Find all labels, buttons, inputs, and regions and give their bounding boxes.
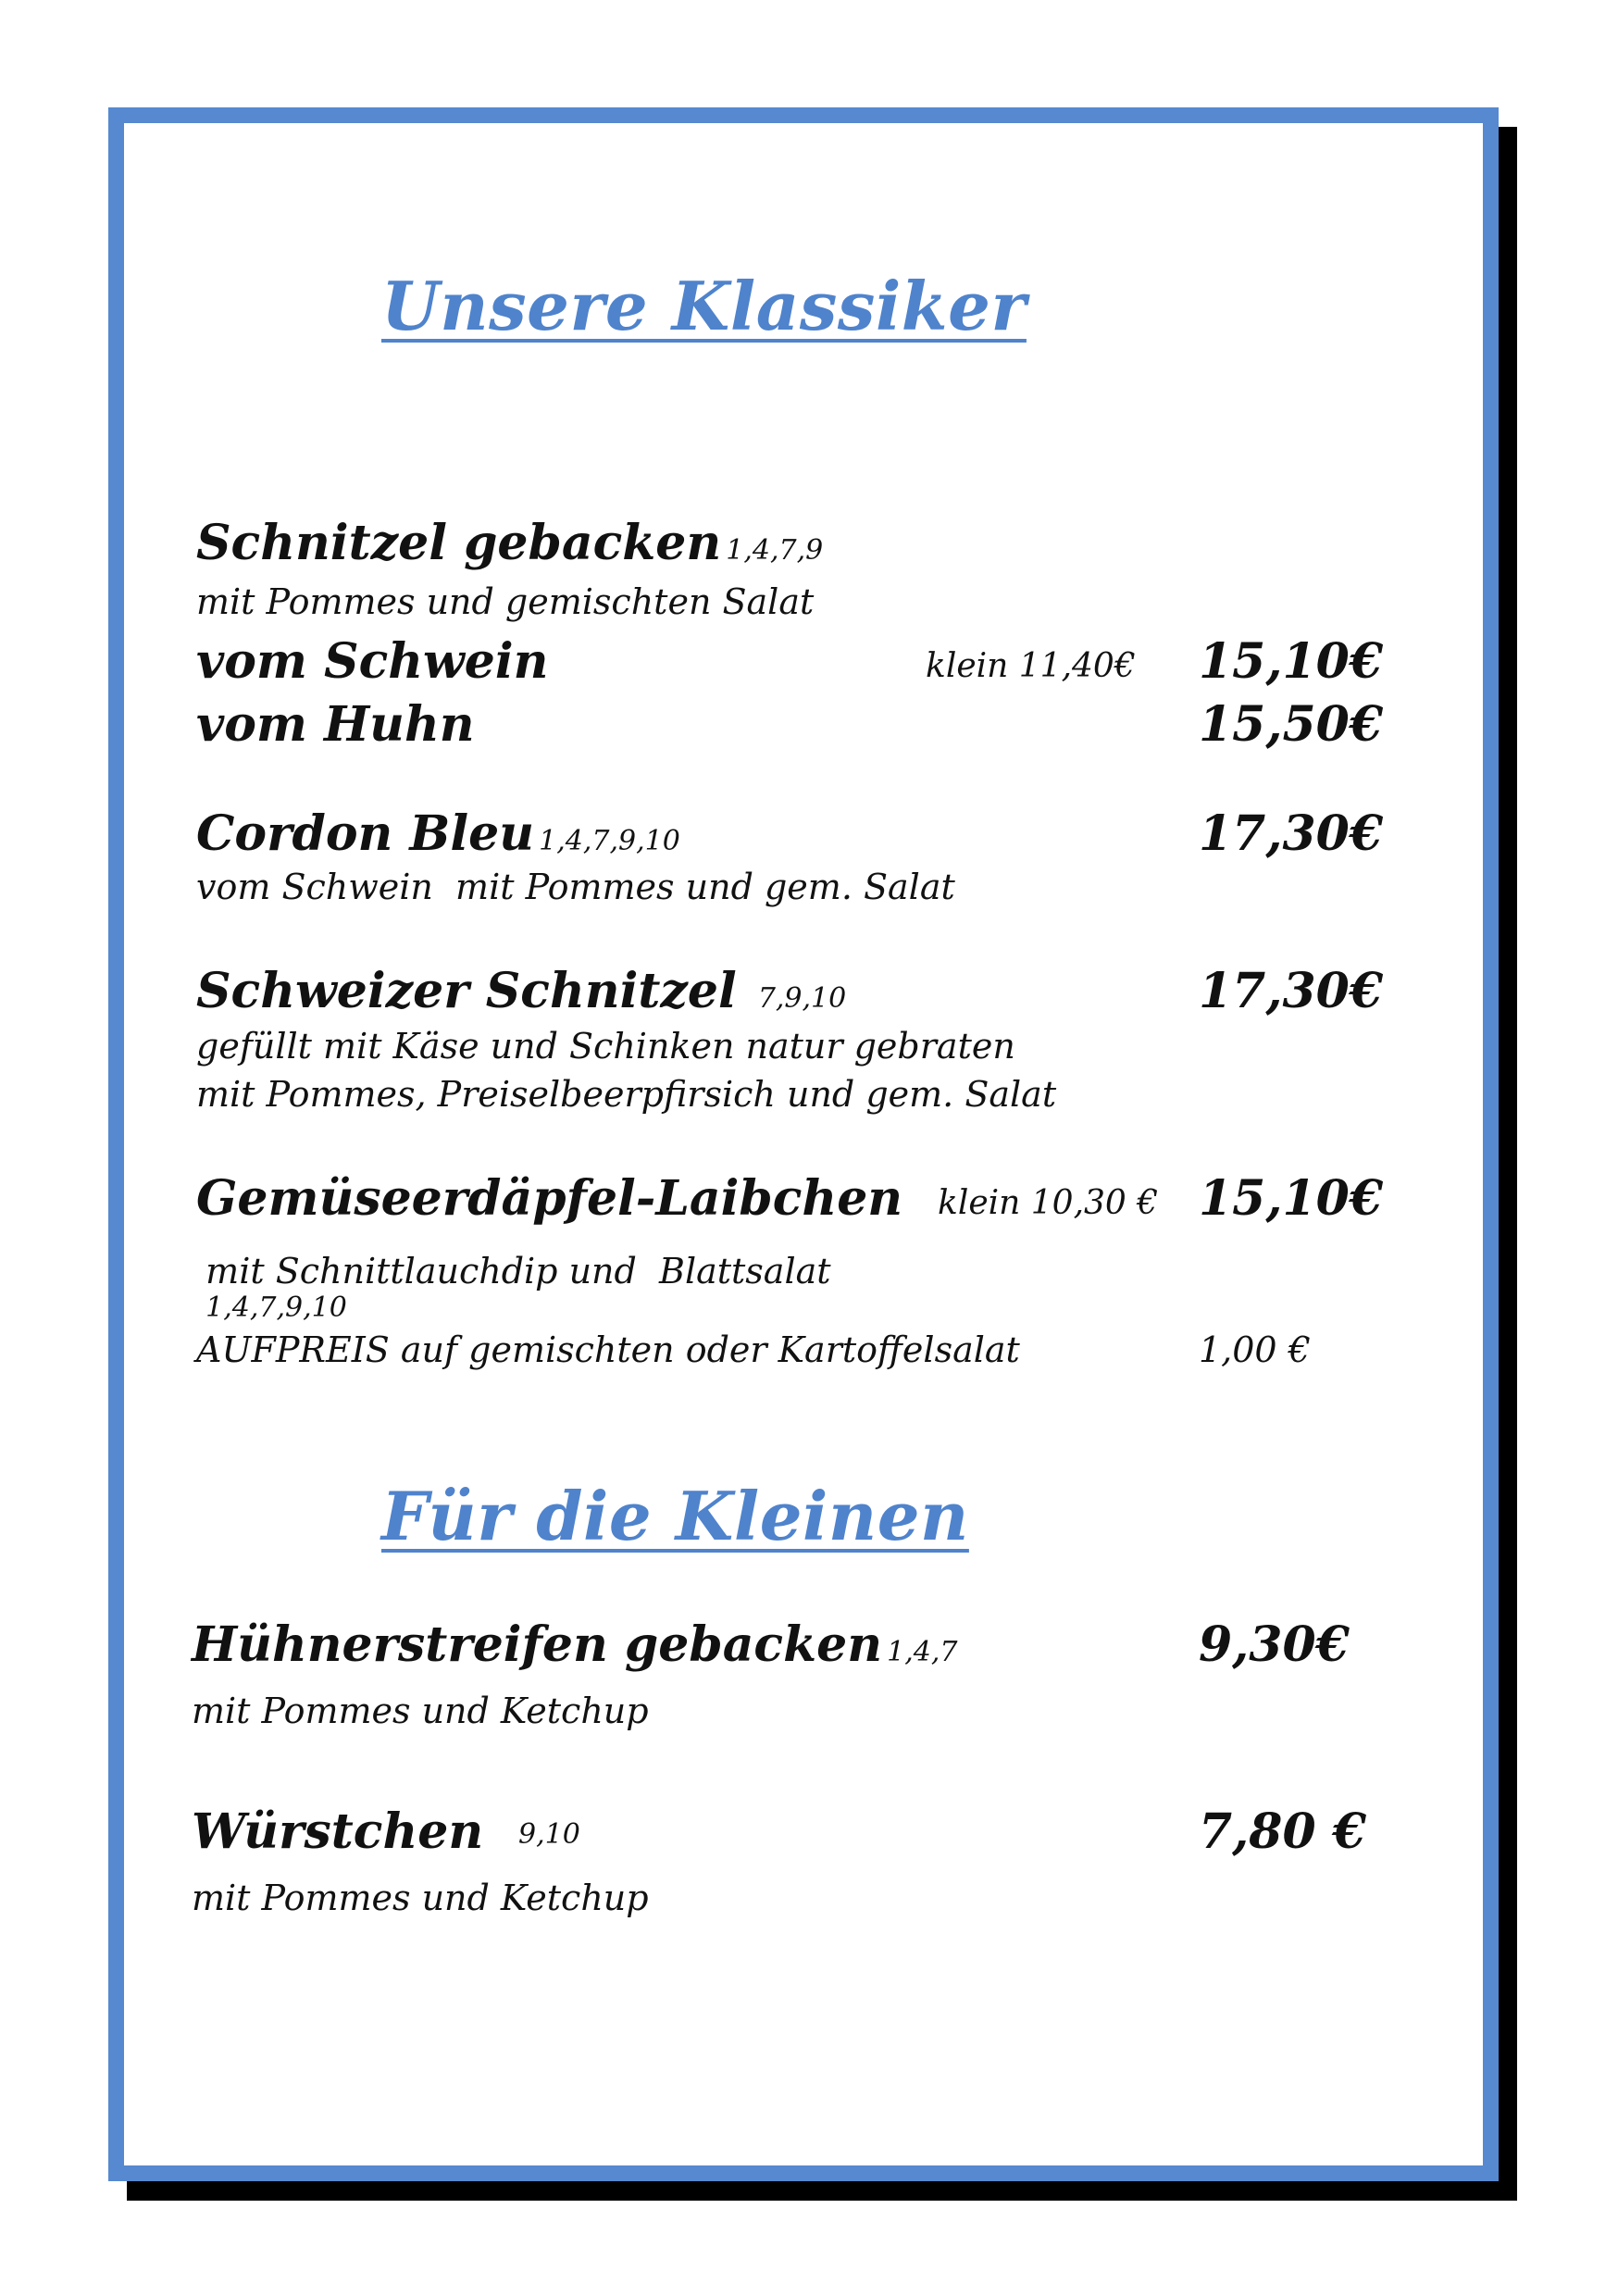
menu-item-cordon-bleu <box>196 805 680 862</box>
dish-description: vom Schwein mit Pommes und gem. Salat <box>196 867 955 907</box>
dish-description-row <box>196 1233 831 1324</box>
surcharge-price: 1,00 € <box>1199 1329 1311 1370</box>
surcharge-text: AUFPREIS auf gemischten oder Kartoffelsalat <box>196 1329 1020 1370</box>
dish-name: Schnitzel gebacken <box>196 515 722 571</box>
dish-description-line: mit Pommes, Preiselbeerpfirsich und gem. Salat <box>196 1074 1057 1115</box>
dish-description: mit Schnittlauchdip und Blattsalat <box>205 1251 831 1292</box>
allergen-codes: 1,4,7,9,10 <box>205 1292 347 1324</box>
variant-name: vom Huhn <box>196 696 475 753</box>
price: 9,30€ <box>1199 1616 1350 1673</box>
dish-name: Würstchen <box>192 1803 484 1860</box>
menu-frame <box>108 107 1499 2181</box>
price: 15,10€ <box>1199 633 1384 690</box>
allergen-codes: 1,4,7,9 <box>726 534 824 567</box>
menu-item-huehnerstreifen <box>192 1616 957 1673</box>
variant-name: vom Schwein <box>196 633 549 690</box>
small-portion-price: klein 10,30 € <box>938 1184 1159 1222</box>
allergen-codes: 1,4,7 <box>887 1636 958 1668</box>
menu-item-schweizer-schnitzel <box>196 963 846 1019</box>
price: 15,50€ <box>1199 696 1384 753</box>
dish-name: Gemüseerdäpfel-Laibchen <box>196 1170 903 1227</box>
dish-name: Cordon Bleu <box>196 805 535 862</box>
section-heading-kleinen: Für die Kleinen <box>381 1477 969 1555</box>
price: 7,80 € <box>1199 1803 1366 1860</box>
menu-item-schnitzel <box>196 515 823 571</box>
dish-name: Schweizer Schnitzel <box>196 963 737 1019</box>
dish-name: Hühnerstreifen gebacken <box>192 1616 883 1673</box>
allergen-codes: 9,10 <box>518 1818 580 1851</box>
price: 15,10€ <box>1199 1170 1384 1227</box>
section-heading-klassiker: Unsere Klassiker <box>381 267 1027 345</box>
price: 17,30€ <box>1199 805 1384 862</box>
price: 17,30€ <box>1199 963 1384 1019</box>
allergen-codes: 1,4,7,9,10 <box>539 825 680 857</box>
dish-description: mit Pommes und Ketchup <box>192 1691 649 1731</box>
dish-description-line: gefüllt mit Käse und Schinken natur gebraten <box>196 1026 1015 1067</box>
allergen-codes: 7,9,10 <box>757 982 847 1015</box>
dish-description: mit Pommes und gemischten Salat <box>196 581 815 622</box>
small-portion-price: klein 11,40€ <box>926 647 1136 685</box>
dish-description: mit Pommes und Ketchup <box>192 1878 649 1918</box>
